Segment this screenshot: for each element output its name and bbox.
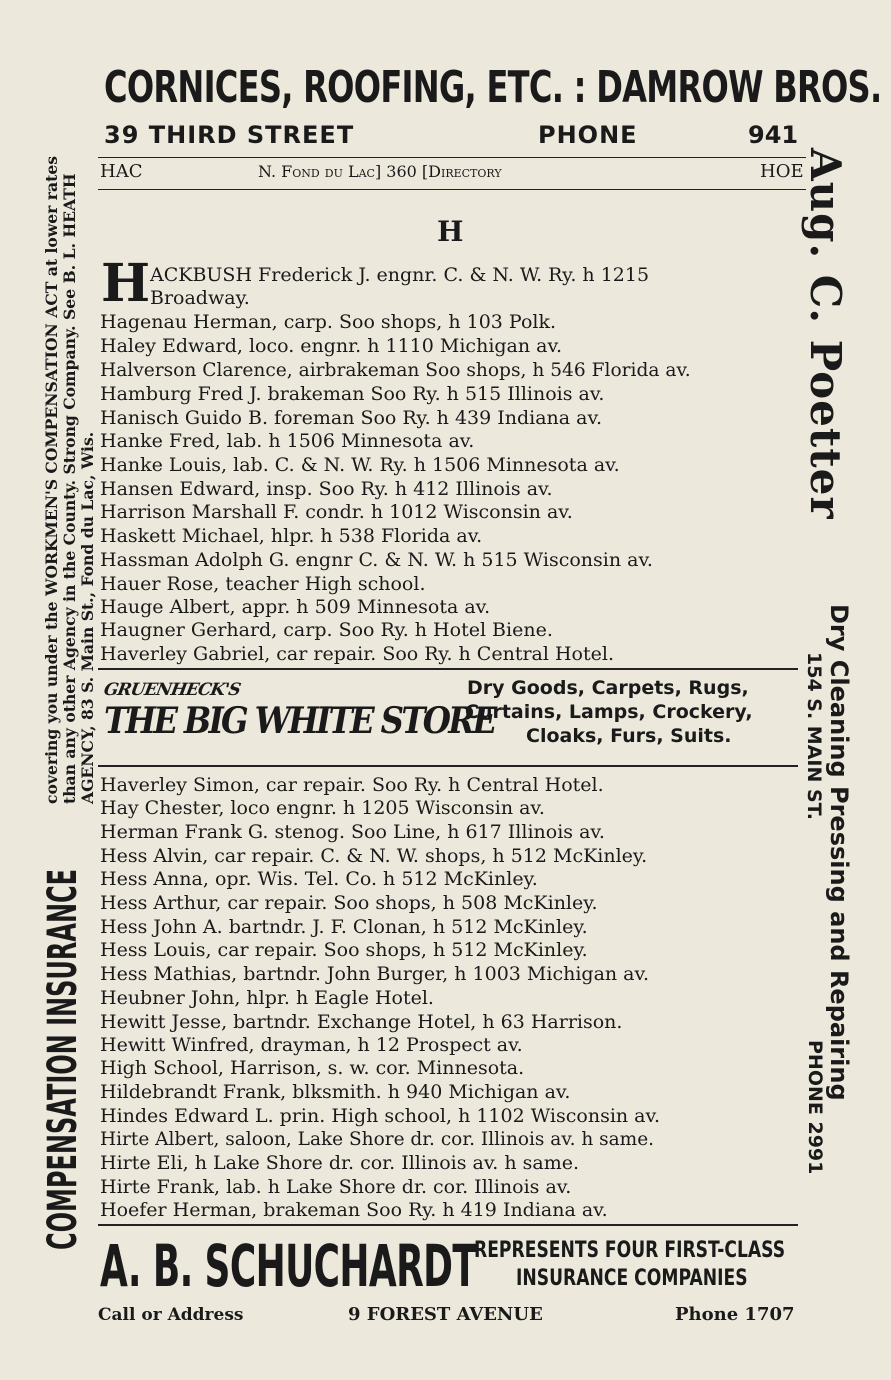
list-item: Halverson Clarence, airbrakeman Soo shops, h 546 Florida av. [100,360,691,381]
mid-ad-line2: Curtains, Lamps, Crockery, [465,701,753,723]
list-item: Hess John A. bartndr. J. F. Clonan, h 512 McKinley. [100,916,588,938]
list-item: Hess Alvin, car repair. C. & N. W. shops, h 512 McKinley. [100,845,648,867]
bottom-ad-name: A. B. SCHUCHARDT [100,1232,477,1300]
list-item: ACKBUSH Frederick J. engnr. C. & N. W. Ry. h 1215 [150,264,650,286]
left-margin-big: COMPENSATION INSURANCE [40,868,86,1250]
list-item: Haskett Michael, hlpr. h 538 Florida av. [100,525,483,547]
list-item: Hanisch Guido B. foreman Soo Ry. h 439 Indiana av. [100,407,603,429]
list-item: Harrison Marshall F. condr. h 1012 Wisconsin av. [100,501,573,523]
left-margin-line3: AGENCY, 83 S. Main St., Fond du Lac, Wis. [78,431,97,804]
bottom-ad-tagline1: REPRESENTS FOUR FIRST-CLASS [474,1238,786,1263]
list-item: Hess Louis, car repair. Soo shops, h 512 McKinley. [100,939,588,961]
list-item: Hagenau Herman, carp. Soo shops, h 103 Polk. [100,311,557,333]
list-item: Haley Edward, loco. engnr. h 1110 Michigan av. [100,335,563,357]
list-item: Hirte Eli, h Lake Shore dr. cor. Illinois av. h same. [100,1152,580,1174]
list-item: High School, Harrison, s. w. cor. Minnesota. [100,1057,525,1079]
header-rule-bottom [98,189,806,190]
right-margin-big: Aug. C. Poetter [801,148,850,520]
left-margin-line1: covering you under the WORKMEN'S COMPENSATION ACT at lower rates [42,155,61,804]
list-item: Hauer Rose, teacher High school. [100,573,426,595]
list-item: Hassman Adolph G. engnr C. & N. W. h 515 Wisconsin av. [100,549,653,571]
running-head-left: HAC [100,161,143,182]
top-ad-phone-label: PHONE [538,121,638,149]
mid-ad-rule-bottom [98,765,798,767]
list-item: Heubner John, hlpr. h Eagle Hotel. [100,987,434,1009]
list-item: Hanke Louis, lab. C. & N. W. Ry. h 1506 Minnesota av. [100,454,620,476]
list-item: Broadway. [150,287,250,309]
list-item: Hamburg Fred J. brakeman Soo Ry. h 515 Illinois av. [100,383,605,405]
header-rule-top [98,157,806,158]
list-item: Hauge Albert, appr. h 509 Minnesota av. [100,596,491,618]
list-item: Hess Arthur, car repair. Soo shops, h 508 McKinley. [100,892,598,914]
bottom-ad-call: Call or Address [98,1305,244,1325]
top-ad-address: 39 THIRD STREET [104,121,355,149]
list-item: Hewitt Winfred, drayman, h 12 Prospect av. [100,1034,523,1056]
mid-ad-logo-main: THE BIG WHITE STORE [104,700,495,742]
bottom-ad-phone: Phone 1707 [675,1304,795,1325]
list-item: Herman Frank G. stenog. Soo Line, h 617 Illinois av. [100,821,605,843]
mid-ad-logo-top: GRUENHECK'S [102,680,242,700]
list-item: Hoefer Herman, brakeman Soo Ry. h 419 Indiana av. [100,1199,608,1221]
list-item: Hansen Edward, insp. Soo Ry. h 412 Illinois av. [100,478,553,500]
list-item: Hirte Frank, lab. h Lake Shore dr. cor. Illinois av. [100,1176,572,1198]
right-margin-phone: PHONE 2991 [804,1040,826,1175]
top-ad-phone-number: 941 [748,121,799,149]
bottom-ad-rule [98,1224,798,1226]
mid-ad-line3: Cloaks, Furs, Suits. [526,725,732,747]
list-item: Hindes Edward L. prin. High school, h 1102 Wisconsin av. [100,1105,661,1127]
list-item: Haverley Simon, car repair. Soo Ry. h Central Hotel. [100,774,604,796]
right-margin-service: Dry Cleaning Pressing and Repairing [825,604,853,1101]
list-item: Hirte Albert, saloon, Lake Shore dr. cor. Illinois av. h same. [100,1129,655,1150]
left-margin-line2: than any other Agency in the County. Strong Company. See B. L. HEATH [60,173,79,804]
list-item: Hewitt Jesse, bartndr. Exchange Hotel, h 63 Harrison. [100,1011,623,1033]
right-margin-address: 154 S. MAIN ST. [803,652,825,820]
list-item: Haugner Gerhard, carp. Soo Ry. h Hotel Biene. [100,619,553,641]
list-item: Hess Anna, opr. Wis. Tel. Co. h 512 McKinley. [100,868,538,890]
top-ad-headline: CORNICES, ROOFING, ETC. : DAMROW BROS. [104,62,882,113]
list-item: Hildebrandt Frank, blksmith. h 940 Michigan av. [100,1081,571,1103]
list-item: Hanke Fred, lab. h 1506 Minnesota av. [100,430,475,452]
section-letter: H [437,215,464,248]
drop-cap: H [101,253,151,314]
list-item: Hay Chester, loco engnr. h 1205 Wisconsin av. [100,797,545,819]
running-head-center: N. Fond du Lac] 360 [Directory [258,162,502,181]
running-head-right: HOE [760,161,804,182]
list-item: Hess Mathias, bartndr. John Burger, h 1003 Michigan av. [100,963,650,985]
bottom-ad-tagline2: INSURANCE COMPANIES [516,1266,748,1291]
list-item: Haverley Gabriel, car repair. Soo Ry. h Central Hotel. [100,643,614,665]
bottom-ad-address: 9 FOREST AVENUE [348,1304,543,1325]
mid-ad-line1: Dry Goods, Carpets, Rugs, [467,677,749,699]
mid-ad-rule-top [98,668,798,670]
